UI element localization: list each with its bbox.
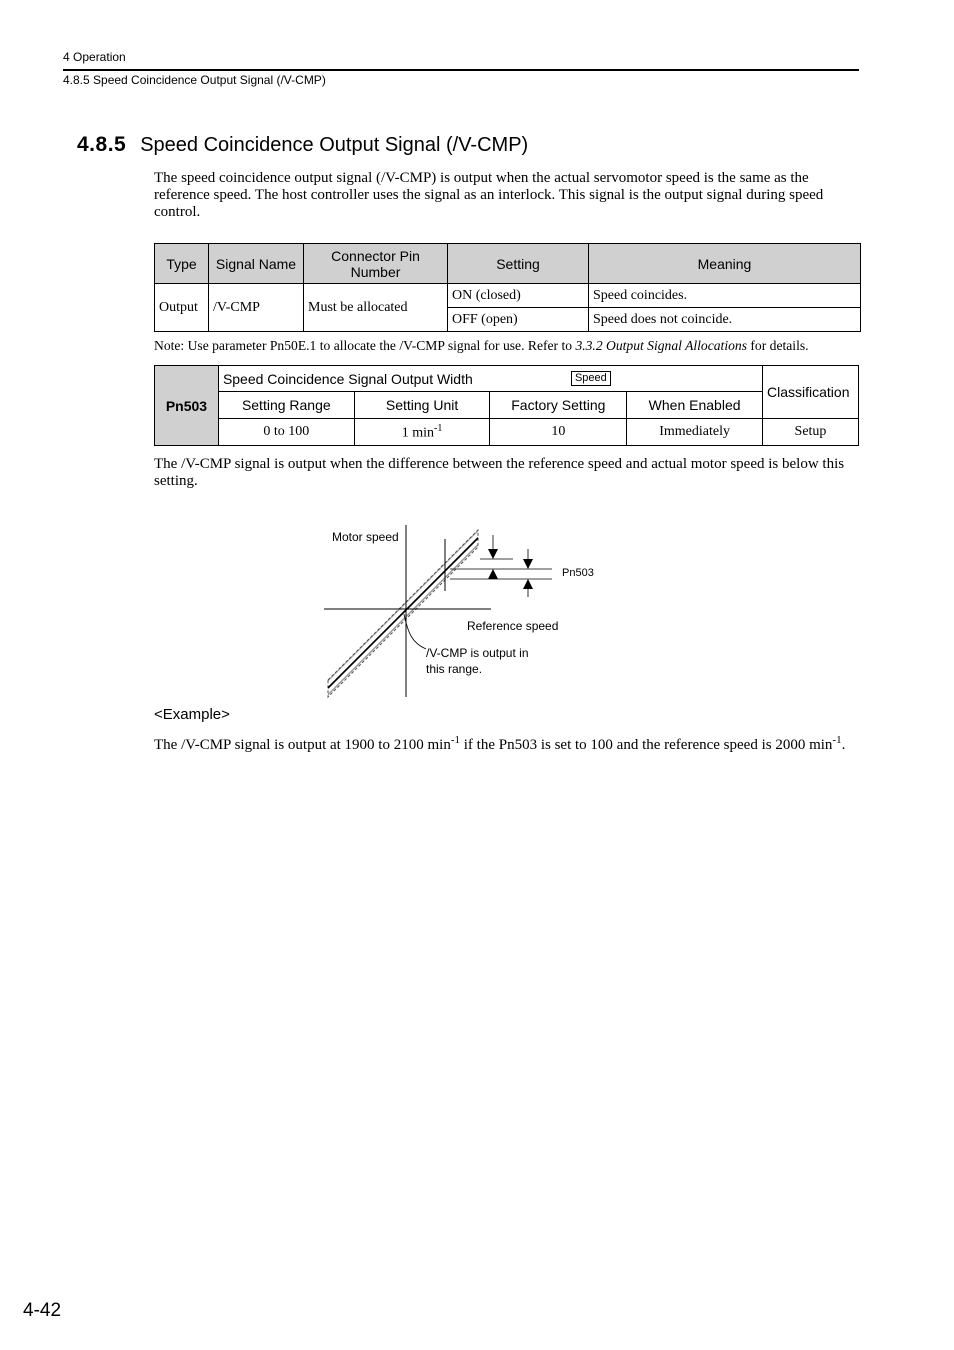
arrow-down-left <box>488 549 498 559</box>
cell-setting-on: ON (closed) <box>448 284 589 308</box>
param-header-row <box>155 392 859 419</box>
col-header-type: Type <box>155 244 209 284</box>
arrow-up-left <box>488 569 498 579</box>
col-header-setting: Setting <box>448 244 589 284</box>
note-reference-link[interactable]: 3.3.2 Output Signal Allocations <box>575 338 747 353</box>
cell-classification: Setup <box>763 419 859 446</box>
cell-when-enabled: Immediately <box>627 419 763 446</box>
intro-paragraph: The speed coincidence output signal (/V-CMP) is output when the actual servomotor speed is the same as the reference speed. The host controller uses the signal as an interlock. This signal is the output signal during speed control. <box>154 170 824 220</box>
example-text-3: . <box>841 737 846 753</box>
reference-speed-label: Reference speed <box>467 619 559 633</box>
example-text-1: The /V-CMP signal is output at 1900 to 2100 min <box>154 737 451 753</box>
range-label-line1: /V-CMP is output in <box>426 646 529 660</box>
col-header-meaning: Meaning <box>589 244 861 284</box>
page-number: 4-42 <box>23 1300 62 1321</box>
param-value-row <box>155 419 859 446</box>
cell-factory-setting: 10 <box>490 419 627 446</box>
col-header-setting-unit: Setting Unit <box>354 392 490 419</box>
example-label: <Example> <box>154 706 230 723</box>
section-title: Speed Coincidence Output Signal (/V-CMP) <box>140 134 529 156</box>
unit-base: 1 min <box>401 425 435 441</box>
param-number: Pn503 <box>155 366 219 446</box>
running-header-chapter: 4 Operation <box>63 50 126 64</box>
section-number: 4.8.5 <box>77 133 127 156</box>
cell-setting-range: 0 to 100 <box>218 419 354 446</box>
cell-setting-off: OFF (open) <box>448 308 589 332</box>
speed-badge: Speed <box>571 371 611 386</box>
example-paragraph <box>154 730 860 756</box>
col-header-when-enabled: When Enabled <box>627 392 763 419</box>
signal-table-header-row <box>155 244 861 284</box>
speed-coincidence-diagram <box>320 525 594 700</box>
cell-type: Output <box>155 284 209 332</box>
param-name-text: Speed Coincidence Signal Output Width <box>222 370 473 387</box>
col-header-setting-range: Setting Range <box>218 392 354 419</box>
param-name <box>218 366 762 392</box>
note-text <box>154 338 809 354</box>
note-prefix: Note: Use parameter Pn50E.1 to allocate the /V-CMP signal for use. Refer to <box>154 338 576 353</box>
running-header-section: 4.8.5 Speed Coincidence Output Signal (/V-CMP) <box>63 73 326 87</box>
example-sup-2: -1 <box>832 734 842 746</box>
cell-meaning-off: Speed does not coincide. <box>589 308 861 332</box>
table-row <box>155 284 861 308</box>
arrow-up-right <box>523 579 533 589</box>
pn503-label: Pn503 <box>562 567 594 579</box>
cell-meaning-on: Speed coincides. <box>589 284 861 308</box>
parameter-table <box>154 365 859 446</box>
range-label-line2: this range. <box>426 662 483 676</box>
classification-header: Classification <box>763 366 859 419</box>
example-text-2: if the Pn503 is set to 100 and the reference speed is 2000 min <box>460 737 833 753</box>
header-rule <box>63 69 859 71</box>
unit-exponent: -1 <box>434 422 443 434</box>
description-paragraph: The /V-CMP signal is output when the difference between the reference speed and actual motor speed is below this setting. <box>154 456 845 489</box>
signal-table <box>154 243 861 332</box>
section-heading <box>77 133 528 157</box>
cell-signal-name: /V-CMP <box>209 284 304 332</box>
col-header-factory-setting: Factory Setting <box>490 392 627 419</box>
leader-line <box>404 614 426 649</box>
motor-speed-label: Motor speed <box>332 530 399 544</box>
cell-setting-unit <box>354 419 490 446</box>
cell-connector: Must be allocated <box>304 284 448 332</box>
param-name-row <box>155 366 859 392</box>
arrow-down-right <box>523 559 533 569</box>
col-header-connector-pin: Connector Pin Number <box>304 244 448 284</box>
example-sup-1: -1 <box>450 734 460 746</box>
note-suffix: for details. <box>747 338 809 353</box>
col-header-signal-name: Signal Name <box>209 244 304 284</box>
